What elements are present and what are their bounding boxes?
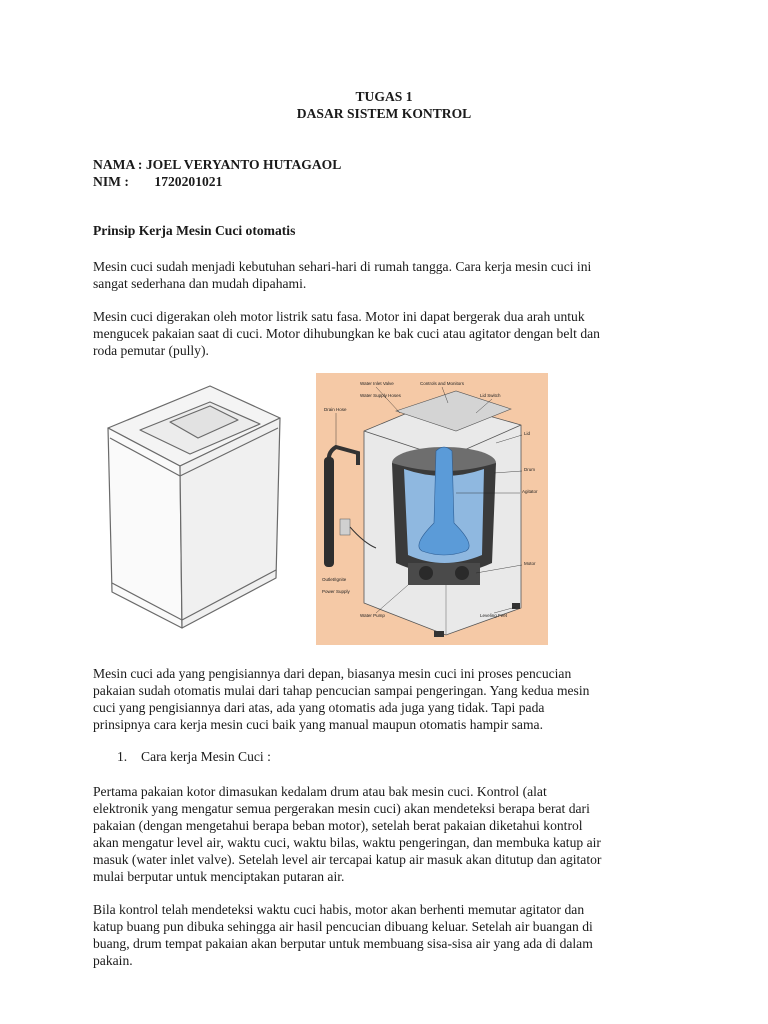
document-title-line1: TUGAS 1 (355, 89, 413, 104)
paragraph-4-line: Pertama pakaian kotor dimasukan kedalam drum atau bak mesin cuci. Kontrol (alat (93, 784, 547, 799)
paragraph-5-line: buang, drum tempat pakaian akan berputar untuk membuang sisa-sisa air yang ada di dalam (93, 936, 593, 951)
list-number: 1. (117, 749, 128, 764)
paragraph-3-line: pakaian sudah otomatis mulai dari tahap pencucian sampai pengeringan. Yang kedua mesin (93, 683, 590, 698)
document-title-line2: DASAR SISTEM KONTROL (296, 106, 472, 121)
diagram-label-leveling-feet: Leveling Feet (480, 613, 508, 618)
nim-label: NIM : (93, 174, 129, 189)
diagram-label-drum: Drum (524, 467, 535, 472)
paragraph-5-line: katup buang pun dibuka sehingga air hasil pencucian dibuang keluar. Setelah air buangan di (93, 919, 593, 934)
name-value: JOEL VERYANTO HUTAGAOL (145, 157, 342, 172)
paragraph-3-line: prinsipnya cara kerja mesin cuci baik yang manual maupun otomatis hampir sama. (93, 717, 543, 732)
paragraph-2-line: Mesin cuci digerakan oleh motor listrik satu fasa. Motor ini dapat bergerak dua arah untuk (93, 309, 585, 324)
diagram-label-power-supply: Power Supply (322, 589, 350, 594)
diagram-label-motor: Motor (524, 561, 536, 566)
diagram-label-controls: Controls and Monitors (420, 381, 465, 386)
diagram-label-outlet: Outlet/Ignite (322, 577, 347, 582)
paragraph-5-line: pakain. (93, 953, 133, 968)
paragraph-4-line: elektronik yang mengatur semua pergerakan mesin cuci) akan mendeteksi berapa berat dari (93, 801, 590, 816)
paragraph-4-line: masuk (water inlet valve). Setelah level air tercapai katup air masuk akan ditutup dan agitator (93, 852, 602, 867)
list-item-text: Cara kerja Mesin Cuci : (141, 749, 271, 764)
paragraph-2-line: roda pemutar (pully). (93, 343, 209, 358)
name-label: NAMA : (93, 157, 143, 172)
paragraph-4-line: mulai berputar untuk menciptakan putaran air. (93, 869, 345, 884)
diagram-label-drain-hose: Drain Hose (324, 407, 347, 412)
diagram-label-water-inlet-valve: Water Inlet Valve (360, 381, 394, 386)
diagram-label-water-supply-hoses: Water Supply Hoses (360, 393, 401, 398)
washing-machine-cutaway-diagram (316, 373, 548, 645)
diagram-label-lid: Lid (524, 431, 531, 436)
paragraph-5-line: Bila kontrol telah mendeteksi waktu cuci habis, motor akan berhenti memutar agitator dan (93, 902, 585, 917)
paragraph-4-line: akan mengatur level air, waktu cuci, waktu bilas, waktu pengeringan, dan membuka katup air (93, 835, 601, 850)
paragraph-2-line: mengucek pakaian saat di cuci. Motor dihubungkan ke bak cuci atau agitator dengan belt dan (93, 326, 600, 341)
paragraph-1-line: Mesin cuci sudah menjadi kebutuhan sehari-hari di rumah tangga. Cara kerja mesin cuci ini (93, 259, 592, 274)
paragraph-3-line: cuci yang pengisiannya dari atas, ada yang otomatis ada juga yang tidak. Tapi pada (93, 700, 545, 715)
nim-row (93, 173, 222, 190)
washing-machine-exterior-image (100, 378, 285, 640)
paragraph-1-line: sangat sederhana dan mudah dipahami. (93, 276, 307, 291)
section-title: Prinsip Kerja Mesin Cuci otomatis (93, 223, 296, 238)
paragraph-3-line: Mesin cuci ada yang pengisiannya dari depan, biasanya mesin cuci ini proses pencucian (93, 666, 572, 681)
diagram-label-water-pump: Water Pump (360, 613, 385, 618)
diagram-label-lid-switch: Lid Switch (480, 393, 501, 398)
numbered-list-item (117, 749, 271, 765)
nim-value: 1720201021 (154, 174, 223, 189)
paragraph-4-line: pakaian (dengan mengetahui berapa beban motor), setelah berat pakaian diketahui kontrol (93, 818, 583, 833)
name-row (93, 156, 341, 173)
diagram-label-agitator: Agitator (522, 489, 538, 494)
